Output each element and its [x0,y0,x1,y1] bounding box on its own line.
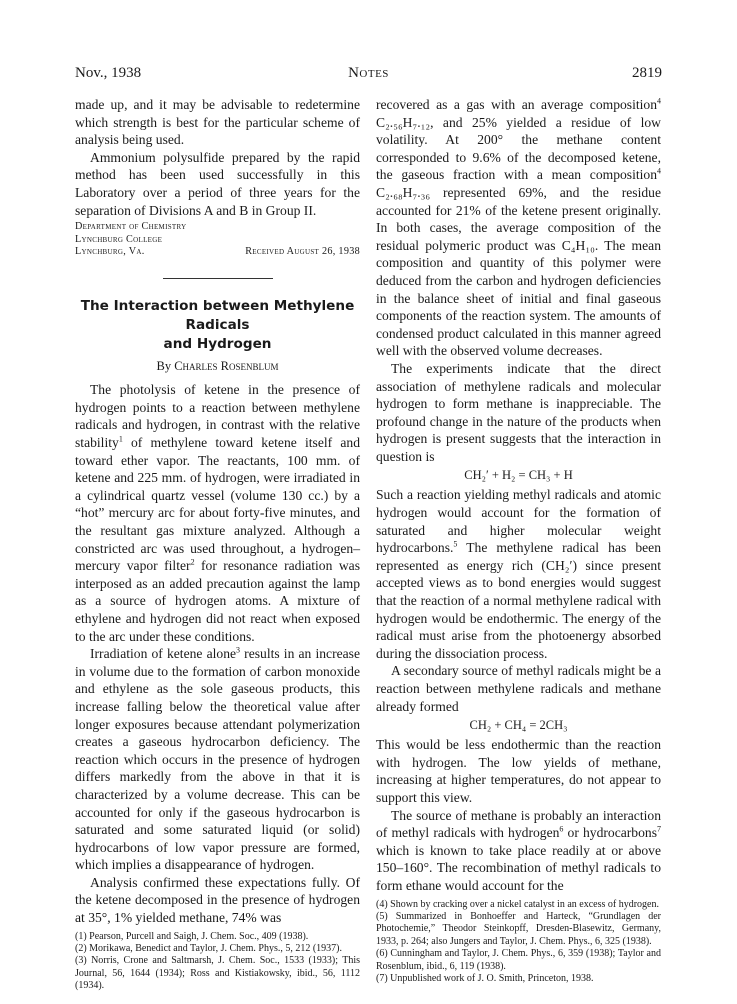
continued-paragraph: made up, and it may be advisable to redetermine which strength is best for the particular scheme of analysis being used. [75,97,360,148]
body-paragraph-3: Analysis confirmed these expectations fully. Of the ketene decomposed in the presence of hydrogen at 35°, 1% yielded methane, 74% was [75,874,360,926]
footnote-6: (6) Cunningham and Taylor, J. Chem. Phys., 6, 359 (1938); Taylor and Rosenblum, ibid., 6, 119 (1938). [376,948,661,972]
text-run: The methylene radical has been represented as energy rich (CH₂′) since present accepted views as to bond energies would suggest that the reaction of a normal methylene radical with hydrogen would be endothermic. The energy of the radical must arise from the photoenergy absorbed during the dissociation process. [376,540,661,661]
text-run: Irradiation of ketene alone [90,646,237,662]
footnotes-left [75,931,360,993]
equation-2: CH₂ + CH₄ = 2CH₃ [469,718,568,733]
footnote-1: (1) Pearson, Purcell and Saigh, J. Chem. Soc., 409 (1938). [75,930,309,942]
affiliation-college: Lynchburg College [75,233,163,245]
body-paragraph-5: The experiments indicate that the direct association of methylene radicals and molecular hydrogen to form methane is inappreciable. The profound change in the nature of the products when hydrogen is present suggests that the interaction in question is [376,360,661,464]
body-paragraph-9 [376,807,661,895]
text-run: C₂.₅₆H₇.₁₂, and 25% yielded a residue of low volatility. At 200° the methane content corresponded to 9.6% of the decomposed ketene, the gaseous fraction with a mean composition [376,114,661,183]
footnote-ref-4: 4 [657,96,661,106]
body-paragraph-1 [75,381,360,645]
footnote-ref-1: 1 [118,434,123,444]
right-column [376,96,661,985]
text-run: The photolysis of ketene in the presence of hydrogen points to a reaction between methylene radicals and hydrogen, in contrast with the relative stability [75,382,360,451]
polysulfide-paragraph: Ammonium polysulfide prepared by the rapid method has been used successfully in this Laboratory over a period of three years for the separation of Divisions A and B in Group II. [75,149,360,218]
footnote-7: (7) Unpublished work of J. O. Smith, Princeton, 1938. [376,972,594,984]
body-paragraph-7: A secondary source of methyl radicals might be a reaction between methylene radicals and methane already formed [376,663,661,714]
footnote-ref-2: 2 [190,557,195,567]
author-name: Charles Rosenblum [174,358,279,373]
footnotes-right [376,899,661,986]
affiliation-department: Department of Chemistry [75,221,187,233]
running-header [75,65,662,85]
article-title-line-1: The Interaction between Methylene Radicals [80,297,355,333]
article-title-line-2: and Hydrogen [163,335,272,352]
body-paragraph-6 [376,486,661,662]
footnote-3: (3) Norris, Crone and Saltmarsh, J. Chem. Soc., 1533 (1933); This Journal, 56, 1644 (1934); Ross and Kistiakowsky, ibid., 56, 1112 (1934). [75,955,360,992]
affiliation-city-row [75,246,360,259]
header-date: Nov., 1938 [75,65,142,81]
footnote-2: (2) Morikawa, Benedict and Taylor, J. Chem. Phys., 5, 212 (1937). [75,943,343,955]
text-run: C₂.₆₈H₇.₃₆ represented 69%, and the residue accounted for 21% of the ketene present originally. In both cases, the average composition of the residual polymeric product was C₄H₁₀. The mean composition and quantity of this polymer were deduced from the carbon and hydrogen deficiencies in the balance sheet of initial and final gaseous components of the reaction system. The amounts of condensed product calculated in this manner agreed well with the observed volume decreases. [376,184,661,359]
text-run: for resonance radiation was interposed as an added precaution against the lamp as a source of hydrogen atoms. A mixture of ethylene and hydrogen did not react when exposed to the arc under these conditions. [75,558,360,644]
body-paragraph-8: This would be less endothermic than the reaction with hydrogen. The low yields of methane, increasing at higher temperatures, do not appear to support this view. [376,737,661,805]
text-run: recovered as a gas with an average composition [376,97,657,112]
footnote-ref-3: 3 [236,645,241,655]
header-page-number: 2819 [632,65,662,81]
text-run: results in an increase in volume due to the formation of carbon monoxide and ethylene as the sole gaseous products, this increase falling below the theoretical value after longer exposures because attendant polymerization creates a gaseous hydrocarbon deficiency. The reaction which occurs in the presence of hydrogen differs markedly from the above in that it is characterized by a volume decrease. This can be accounted for only if the gaseous hydrocarbon is saturated and some saturated liquid (or solid) hydrocarbons of low vapor pressure are formed, which implies a disappearance of hydrogen. [75,646,361,873]
text-run: of methylene toward ketene itself and toward ether vapor. The reactants, 100 mm. of ketene and 225 mm. of hydrogen, were irradiated in a cylindrical quartz vessel (volume 130 cc.) by a “hot” mercury arc for about forty-five minutes, and the resultant gas mixture analyzed. Although a constricted arc was used throughout, a hydrogen–mercury vapor filter [75,435,360,574]
footnote-ref-6: 6 [559,824,564,834]
footnote-4: (4) Shown by cracking over a nickel catalyst in an excess of hydrogen. [376,898,659,910]
left-column [75,96,360,993]
affiliation-block [75,221,360,259]
article-title [75,297,360,354]
footnote-ref-7: 7 [657,824,661,834]
header-section: Notes [348,65,389,81]
footnote-5: (5) Summarized in Bonhoeffer and Harteck, “Grundlagen der Photochemie,” Theodor Steinkopff, Dresden-Blasewitz, Germany, 1933, p. 264; also Jungers and Taylor, J. Chem. Phys., 6, 325 (1938). [376,910,661,947]
footnote-ref-5: 5 [453,539,458,549]
section-divider [163,278,273,279]
equation-1: CH₂′ + H₂ = CH₃ + H [464,468,573,483]
received-date: Received August 26, 1938 [245,246,360,258]
body-paragraph-2 [75,645,360,874]
byline-by: By [156,358,172,373]
text-run: Such a reaction yielding methyl radicals and atomic hydrogen would account for the formation of saturated and higher molecular weight hydrocarbons. [376,487,661,556]
text-run: or hydrocarbons [563,825,657,841]
body-paragraph-4 [376,96,661,360]
affiliation-city: Lynchburg, Va. [75,246,145,258]
text-run: which is known to take place readily at or above 150–160°. The recombination of methyl radicals to form ethane would account for the [376,842,661,893]
text-run: The source of methane is probably an interaction of methyl radicals with hydrogen [376,807,661,841]
footnote-ref-4b: 4 [657,166,661,176]
byline [75,358,360,376]
